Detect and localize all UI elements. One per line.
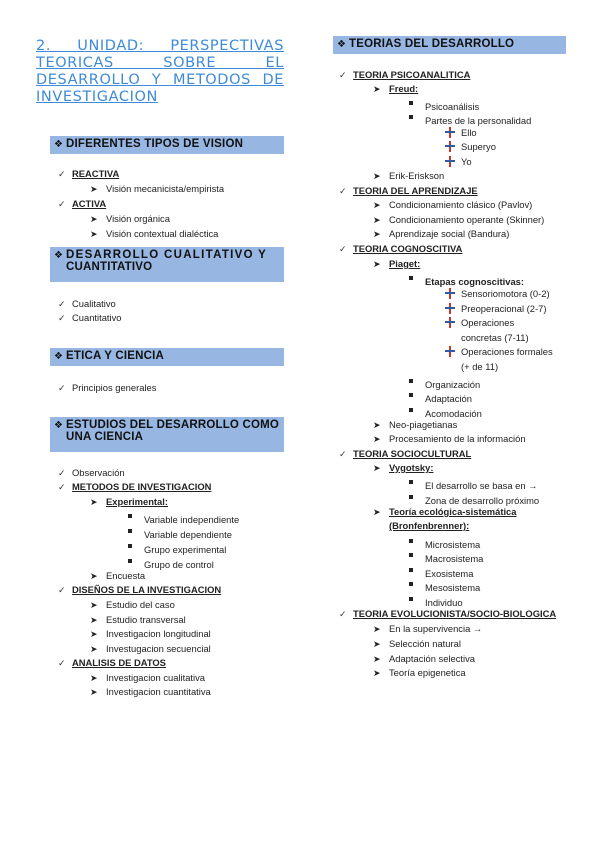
- item-text: concretas (7-11): [461, 332, 529, 343]
- item-text: DISEÑOS DE LA INVESTIGACION: [72, 584, 222, 595]
- square-bullet-icon: [409, 272, 417, 285]
- square-bullet-icon: [409, 593, 417, 606]
- list-item: [58, 381, 156, 395]
- list-item: [445, 155, 472, 168]
- check-icon: ✓: [58, 299, 66, 309]
- section-header-text: DESARROLLO CUALITATIVO Y: [66, 249, 268, 261]
- check-icon: ✓: [58, 482, 66, 492]
- title-line: INVESTIGACION: [36, 89, 158, 105]
- list-item: [373, 622, 482, 636]
- item-text: ACTIVA: [72, 198, 107, 209]
- item-text: Investigacion longitudinal: [106, 628, 211, 639]
- item-text: Operaciones formales: [461, 346, 553, 357]
- list-item: [90, 495, 168, 509]
- list-item: [58, 480, 211, 494]
- item-text: Preoperacional (2-7): [461, 303, 547, 314]
- cross-bullet-icon: [445, 127, 457, 138]
- item-text: REACTIVA: [72, 168, 120, 179]
- item-text: Experimental:: [106, 496, 168, 507]
- item-text: Aprendizaje social (Bandura): [389, 228, 510, 239]
- arrow-bullet-icon: ➤: [373, 84, 381, 94]
- arrow-bullet-icon: ➤: [90, 673, 98, 683]
- check-icon: ✓: [339, 449, 347, 459]
- cross-bullet-icon: [445, 288, 457, 299]
- item-text: (Bronfenbrenner):: [389, 520, 470, 531]
- list-item: [90, 598, 175, 612]
- item-text: Selección natural: [389, 638, 461, 649]
- item-text: Adaptación: [425, 393, 472, 404]
- list-item: [409, 549, 483, 565]
- item-text: Psicoanálisis: [425, 101, 480, 112]
- item-text: Cualitativo: [72, 298, 116, 309]
- arrow-bullet-icon: ➤: [90, 629, 98, 639]
- list-item: [90, 227, 218, 241]
- list-item: [339, 447, 471, 461]
- section-header-text: CUANTITATIVO: [66, 261, 153, 273]
- list-item: [373, 432, 526, 446]
- item-text: Exosistema: [425, 568, 474, 579]
- section-header-tipos-vision: [50, 136, 284, 154]
- item-text: Zona de desarrollo próximo: [425, 495, 540, 506]
- square-bullet-icon: [128, 555, 136, 568]
- list-item: [58, 583, 221, 597]
- list-item: [58, 656, 166, 670]
- item-text: Microsistema: [425, 539, 481, 550]
- list-item: [373, 227, 509, 241]
- list-item: [445, 140, 496, 153]
- item-text: Piaget:: [389, 258, 421, 269]
- list-item: [90, 642, 211, 656]
- list-item: [445, 302, 546, 315]
- list-item-continuation: [461, 360, 498, 373]
- check-icon: ✓: [58, 313, 66, 323]
- list-item: [90, 627, 211, 641]
- list-item: [58, 197, 106, 211]
- item-text: Estudio del caso: [106, 599, 175, 610]
- item-text: Grupo de control: [144, 559, 214, 570]
- item-text: Erik-Eriskson: [389, 170, 445, 181]
- item-text: Neo-piagetianas: [389, 419, 458, 430]
- arrow-bullet-icon: ➤: [90, 497, 98, 507]
- list-item: [339, 242, 462, 256]
- square-bullet-icon: [128, 525, 136, 538]
- list-item: [373, 213, 544, 227]
- item-text: En la supervivencia →: [389, 623, 483, 634]
- list-item: [409, 272, 524, 288]
- item-text: Condicionamiento clásico (Pavlov): [389, 199, 533, 210]
- item-text: Visión mecanicista/empirista: [106, 183, 225, 194]
- arrow-bullet-icon: ➤: [90, 229, 98, 239]
- header-line: [54, 249, 280, 261]
- item-text: Acomodación: [425, 408, 482, 419]
- list-item-continuation: [389, 519, 469, 532]
- header-line: [54, 419, 280, 431]
- cross-bullet-icon: [445, 156, 457, 167]
- section-header-text: ETICA Y CIENCIA: [66, 350, 164, 362]
- cross-bullet-icon: [445, 317, 457, 328]
- arrow-bullet-icon: ➤: [373, 200, 381, 210]
- section-header-text: UNA CIENCIA: [66, 431, 144, 443]
- arrow-bullet-icon: ➤: [373, 215, 381, 225]
- item-text: Variable dependiente: [144, 529, 232, 540]
- section-header-cualitativo: [50, 247, 284, 282]
- list-item: [409, 578, 480, 594]
- item-text: ANALISIS DE DATOS: [72, 657, 166, 668]
- item-text: Mesosistema: [425, 582, 481, 593]
- cross-bullet-icon: [445, 141, 457, 152]
- item-text: Variable independiente: [144, 514, 240, 525]
- arrow-bullet-icon: ➤: [373, 420, 381, 430]
- list-item: [445, 126, 477, 139]
- cross-bullet-icon: [445, 346, 457, 357]
- arrow-bullet-icon: ➤: [373, 668, 381, 678]
- section-header-etica: [50, 348, 284, 366]
- item-text: Operaciones: [461, 317, 515, 328]
- item-text: Individuo: [425, 597, 463, 608]
- list-item: [339, 68, 470, 82]
- list-item: [409, 389, 472, 405]
- arrow-bullet-icon: ➤: [90, 600, 98, 610]
- list-item: [373, 637, 461, 651]
- check-icon: ✓: [58, 468, 66, 478]
- title-line: DESARROLLO Y METODOS DE: [36, 72, 284, 88]
- list-item: [445, 316, 514, 329]
- check-icon: ✓: [58, 658, 66, 668]
- list-item: [90, 685, 211, 699]
- title-line: TEORICAS SOBRE EL: [36, 55, 284, 71]
- list-item: [373, 461, 433, 475]
- square-bullet-icon: [128, 540, 136, 553]
- item-text: TEORIA DEL APRENDIZAJE: [353, 185, 478, 196]
- item-text: Principios generales: [72, 382, 157, 393]
- square-bullet-icon: [409, 476, 417, 489]
- check-icon: ✓: [58, 585, 66, 595]
- diamond-bullet-icon: ❖: [337, 39, 347, 50]
- diamond-bullet-icon: ❖: [54, 420, 64, 431]
- item-text: Grupo experimental: [144, 544, 227, 555]
- diamond-bullet-icon: ❖: [54, 351, 64, 362]
- arrow-bullet-icon: ➤: [373, 434, 381, 444]
- item-text: Adaptación selectiva: [389, 653, 475, 664]
- square-bullet-icon: [409, 564, 417, 577]
- item-text: Teoría ecológica-sistemática: [389, 506, 517, 517]
- section-header-estudios: [50, 417, 284, 452]
- arrow-bullet-icon: ➤: [373, 624, 381, 634]
- arrow-bullet-icon: ➤: [90, 571, 98, 581]
- list-item: [58, 167, 119, 181]
- item-text: Macrosistema: [425, 553, 484, 564]
- check-icon: ✓: [58, 383, 66, 393]
- arrow-bullet-icon: ➤: [373, 229, 381, 239]
- square-bullet-icon: [409, 111, 417, 124]
- list-item: [373, 169, 444, 183]
- square-bullet-icon: [409, 375, 417, 388]
- check-icon: ✓: [58, 199, 66, 209]
- list-item: [373, 82, 418, 96]
- item-text: Procesamiento de la información: [389, 433, 526, 444]
- square-bullet-icon: [409, 549, 417, 562]
- check-icon: ✓: [339, 70, 347, 80]
- item-text: Condicionamiento operante (Skinner): [389, 214, 545, 225]
- item-text: Vygotsky:: [389, 462, 434, 473]
- list-item: [58, 297, 116, 311]
- unit-title: [36, 38, 284, 106]
- item-text: Teoría epigenetica: [389, 667, 466, 678]
- diamond-bullet-icon: ❖: [54, 139, 64, 150]
- list-item: [373, 666, 466, 680]
- arrow-bullet-icon: ➤: [90, 644, 98, 654]
- list-item: [339, 184, 478, 198]
- item-text: Investugacion secuencial: [106, 643, 211, 654]
- square-bullet-icon: [409, 97, 417, 110]
- list-item: [445, 345, 553, 358]
- arrow-bullet-icon: ➤: [90, 214, 98, 224]
- arrow-bullet-icon: ➤: [373, 463, 381, 473]
- item-text: Organización: [425, 379, 481, 390]
- list-item-continuation: [461, 331, 529, 344]
- list-item: [339, 607, 556, 621]
- square-bullet-icon: [409, 535, 417, 548]
- item-text: Ello: [461, 127, 477, 138]
- item-text: Observación: [72, 467, 125, 478]
- arrow-bullet-icon: ➤: [90, 184, 98, 194]
- item-text: METODOS DE INVESTIGACION: [72, 481, 212, 492]
- item-text: TEORIA PSICOANALITICA: [353, 69, 471, 80]
- list-item: [90, 613, 186, 627]
- arrow-bullet-icon: ➤: [373, 654, 381, 664]
- square-bullet-icon: [409, 491, 417, 504]
- diamond-bullet-icon: ❖: [54, 250, 64, 261]
- cross-bullet-icon: [445, 303, 457, 314]
- check-icon: ✓: [339, 186, 347, 196]
- arrow-bullet-icon: ➤: [373, 259, 381, 269]
- item-text: Partes de la personalidad: [425, 115, 532, 126]
- arrow-bullet-icon: ➤: [90, 687, 98, 697]
- check-icon: ✓: [339, 244, 347, 254]
- list-item: [58, 466, 125, 480]
- item-text: Encuesta: [106, 570, 146, 581]
- check-icon: ✓: [339, 609, 347, 619]
- list-item: [90, 212, 170, 226]
- square-bullet-icon: [409, 578, 417, 591]
- list-item: [90, 569, 145, 583]
- item-text: TEORIA SOCIOCULTURAL: [353, 448, 472, 459]
- list-item: [90, 671, 205, 685]
- item-text: Investigacion cualitativa: [106, 672, 206, 683]
- list-item: [128, 510, 239, 526]
- list-item: [128, 525, 232, 541]
- item-text: Etapas cognoscitivas:: [425, 276, 524, 287]
- list-item: [128, 540, 226, 556]
- list-item: [90, 182, 224, 196]
- list-item: [373, 652, 475, 666]
- item-text: Freud:: [389, 83, 419, 94]
- section-header-text: ESTUDIOS DEL DESARROLLO COMO: [66, 419, 280, 431]
- list-item: [409, 476, 538, 492]
- list-item: [58, 311, 122, 325]
- arrow-bullet-icon: ➤: [373, 507, 381, 517]
- item-text: TEORIA COGNOSCITIVA: [353, 243, 463, 254]
- item-text: Cuantitativo: [72, 312, 122, 323]
- list-item: [445, 287, 550, 300]
- item-text: (+ de 11): [461, 361, 499, 372]
- square-bullet-icon: [409, 404, 417, 417]
- section-header-text: DIFERENTES TIPOS DE VISION: [66, 138, 244, 150]
- square-bullet-icon: [128, 510, 136, 523]
- list-item: [373, 198, 532, 212]
- section-header-text: TEORIAS DEL DESARROLLO: [349, 38, 515, 50]
- item-text: Estudio transversal: [106, 614, 186, 625]
- list-item: [409, 111, 531, 127]
- item-text: El desarrollo se basa en →: [425, 480, 538, 491]
- item-text: Investigacion cuantitativa: [106, 686, 211, 697]
- check-icon: ✓: [58, 169, 66, 179]
- list-item: [373, 505, 516, 519]
- item-text: Superyo: [461, 141, 496, 152]
- arrow-bullet-icon: ➤: [373, 639, 381, 649]
- title-line: 2. UNIDAD: PERSPECTIVAS: [36, 38, 284, 54]
- item-text: Visión orgánica: [106, 213, 170, 224]
- item-text: Yo: [461, 156, 472, 167]
- item-text: Sensoriomotora (0-2): [461, 288, 550, 299]
- item-text: Visión contextual dialéctica: [106, 228, 219, 239]
- square-bullet-icon: [409, 389, 417, 402]
- arrow-bullet-icon: ➤: [90, 615, 98, 625]
- item-text: TEORIA EVOLUCIONISTA/SOCIO-BIOLOGICA: [353, 608, 557, 619]
- list-item: [373, 257, 420, 271]
- list-item: [373, 418, 457, 432]
- section-header-teorias: [333, 36, 566, 54]
- arrow-bullet-icon: ➤: [373, 171, 381, 181]
